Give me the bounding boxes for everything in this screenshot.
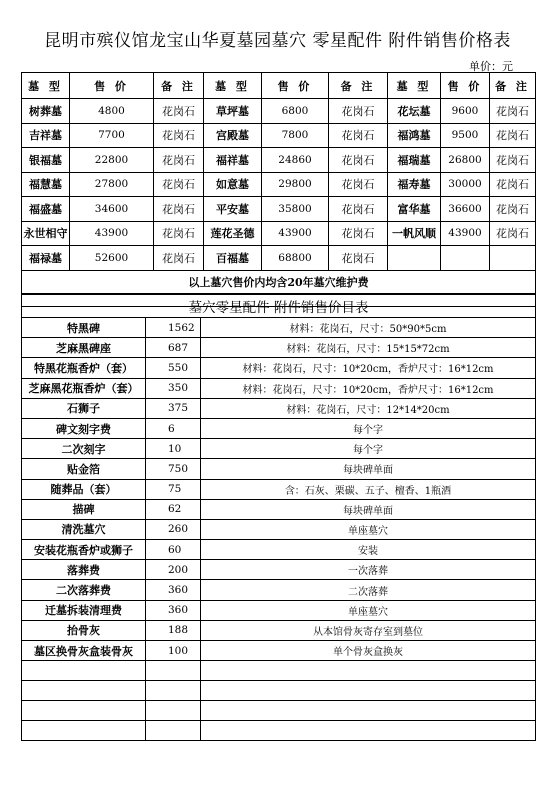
tomb-type-cell: 百福墓	[204, 246, 262, 271]
page-title: 昆明市殡仪馆龙宝山华夏墓园墓穴 零星配件 附件销售价格表	[44, 31, 511, 51]
accessory-name-cell: 特黑碑	[22, 318, 146, 338]
tomb-type-cell: 富华墓	[388, 197, 441, 222]
accessory-name-cell: 二次刻字	[22, 439, 146, 459]
tomb-note-cell: 花岗石	[329, 148, 388, 173]
tomb-type-cell: 吉祥墓	[22, 123, 70, 148]
tomb-price-cell: 9600	[441, 99, 490, 124]
accessory-name-cell: 二次落葬费	[22, 580, 146, 600]
tomb-price-cell: 68800	[262, 246, 329, 271]
accessory-name-cell: 落葬费	[22, 560, 146, 580]
tomb-note-cell: 花岗石	[154, 99, 204, 124]
accessory-desc-cell: 材料：花岗石，尺寸：10*20cm，香炉尺寸：16*12cm	[201, 378, 536, 398]
accessory-desc-cell: 含：石灰、栗碳、五子、檀香、1瓶酒	[201, 479, 536, 499]
accessory-price-cell: 750	[146, 459, 201, 479]
tomb-type-cell: 永世相守	[22, 221, 70, 246]
tomb-note-cell: 花岗石	[154, 148, 204, 173]
accessory-price-cell: 687	[146, 338, 201, 358]
table-row	[22, 560, 536, 580]
header-cell: 备 注	[154, 73, 204, 99]
tomb-note-cell: 花岗石	[490, 123, 536, 148]
table-row	[22, 197, 536, 222]
accessory-desc-cell: 每块碑单面	[201, 499, 536, 519]
table-row	[22, 459, 536, 479]
accessory-price-cell: 6	[146, 418, 201, 438]
tomb-price-cell: 35800	[262, 197, 329, 222]
tomb-type-cell	[388, 246, 441, 271]
tomb-price-cell	[441, 246, 490, 271]
accessory-price-cell: 350	[146, 378, 201, 398]
tomb-note-cell	[490, 246, 536, 271]
table-row	[22, 540, 536, 560]
table-row	[22, 519, 536, 539]
accessory-name-cell: 特黑花瓶香炉（套）	[22, 358, 146, 378]
tomb-type-cell: 福盛墓	[22, 197, 70, 222]
tomb-price-cell: 34600	[70, 197, 154, 222]
accessory-name-cell: 描碑	[22, 499, 146, 519]
tomb-price-cell: 9500	[441, 123, 490, 148]
table-row	[22, 358, 536, 378]
tomb-price-table	[21, 72, 536, 307]
tomb-type-cell: 平安墓	[204, 197, 262, 222]
header-cell: 备 注	[490, 73, 536, 99]
empty-row	[22, 681, 536, 701]
accessory-name-cell: 石狮子	[22, 398, 146, 418]
tomb-price-cell: 29800	[262, 172, 329, 197]
tomb-type-cell: 莲花圣德	[204, 221, 262, 246]
accessory-name-cell: 安装花瓶香炉或狮子	[22, 540, 146, 560]
tomb-note-cell: 花岗石	[490, 197, 536, 222]
accessory-name-cell: 芝麻黑碑座	[22, 338, 146, 358]
accessory-price-cell: 75	[146, 479, 201, 499]
table-row	[22, 600, 536, 620]
tomb-note-cell: 花岗石	[329, 172, 388, 197]
accessory-desc-cell: 二次落葬	[201, 580, 536, 600]
header-cell: 备 注	[329, 73, 388, 99]
tomb-price-cell: 22800	[70, 148, 154, 173]
header-cell: 墓 型	[388, 73, 441, 99]
empty-row	[22, 661, 536, 681]
header-cell: 墓 型	[22, 73, 70, 99]
tomb-price-cell: 24860	[262, 148, 329, 173]
accessory-price-cell: 360	[146, 600, 201, 620]
header-cell: 售 价	[441, 73, 490, 99]
table-row	[22, 246, 536, 271]
tomb-type-cell: 福瑞墓	[388, 148, 441, 173]
accessory-name-cell: 清洗墓穴	[22, 519, 146, 539]
accessory-price-cell: 188	[146, 620, 201, 640]
tomb-type-cell: 福禄墓	[22, 246, 70, 271]
accessory-price-cell: 375	[146, 398, 201, 418]
tomb-note-cell: 花岗石	[490, 172, 536, 197]
accessory-price-table	[21, 294, 536, 741]
tomb-type-cell: 花坛墓	[388, 99, 441, 124]
table-row	[22, 99, 536, 124]
empty-row	[22, 721, 536, 741]
table-row	[22, 439, 536, 459]
table-row	[22, 172, 536, 197]
accessory-desc-cell: 安装	[201, 540, 536, 560]
accessory-price-cell: 60	[146, 540, 201, 560]
tomb-price-cell: 27800	[70, 172, 154, 197]
accessory-desc-cell: 单座墓穴	[201, 519, 536, 539]
tomb-type-cell: 宫殿墓	[204, 123, 262, 148]
accessory-price-cell: 200	[146, 560, 201, 580]
accessory-desc-cell: 材料：花岗石，尺寸：10*20cm，香炉尺寸：16*12cm	[201, 358, 536, 378]
accessory-desc-cell: 从本馆骨灰寄存室到墓位	[201, 620, 536, 640]
table-row	[22, 123, 536, 148]
accessory-table-subtitle: 墓穴零星配件 附件销售价目表	[22, 295, 536, 318]
accessory-price-cell: 62	[146, 499, 201, 519]
tomb-note-cell: 花岗石	[154, 246, 204, 271]
tomb-note-cell: 花岗石	[490, 148, 536, 173]
tomb-note-cell: 花岗石	[329, 221, 388, 246]
table-row	[22, 620, 536, 640]
tomb-price-cell: 43900	[70, 221, 154, 246]
table-row	[22, 398, 536, 418]
tomb-type-cell: 草坪墓	[204, 99, 262, 124]
accessory-name-cell: 墓区换骨灰盒装骨灰	[22, 641, 146, 661]
table-row	[22, 338, 536, 358]
tomb-note-cell: 花岗石	[490, 99, 536, 124]
accessory-desc-cell: 材料：花岗石，尺寸：15*15*72cm	[201, 338, 536, 358]
accessory-price-cell: 1562	[146, 318, 201, 338]
accessory-name-cell: 随葬品（套）	[22, 479, 146, 499]
tomb-price-cell: 7700	[70, 123, 154, 148]
tomb-note-cell: 花岗石	[154, 221, 204, 246]
accessory-price-cell: 550	[146, 358, 201, 378]
tomb-type-cell: 树葬墓	[22, 99, 70, 124]
table-row	[22, 641, 536, 661]
accessory-name-cell: 抬骨灰	[22, 620, 146, 640]
table-row	[22, 580, 536, 600]
tomb-type-cell: 如意墓	[204, 172, 262, 197]
table-row	[22, 499, 536, 519]
accessory-price-cell: 10	[146, 439, 201, 459]
tomb-note-cell: 花岗石	[154, 172, 204, 197]
tomb-note-cell: 花岗石	[329, 197, 388, 222]
accessory-desc-cell: 一次落葬	[201, 560, 536, 580]
accessory-desc-cell: 每个字	[201, 439, 536, 459]
table-row	[22, 148, 536, 173]
tomb-price-cell: 7800	[262, 123, 329, 148]
tomb-type-cell: 一帆风顺	[388, 221, 441, 246]
table-row	[22, 378, 536, 398]
tomb-type-cell: 福慧墓	[22, 172, 70, 197]
table-row	[22, 418, 536, 438]
accessory-price-cell: 100	[146, 641, 201, 661]
tomb-note-cell: 花岗石	[329, 246, 388, 271]
table-row	[22, 221, 536, 246]
tomb-price-cell: 4800	[70, 99, 154, 124]
tomb-type-cell: 福祥墓	[204, 148, 262, 173]
accessory-name-cell: 碑文刻字费	[22, 418, 146, 438]
accessory-price-cell: 360	[146, 580, 201, 600]
tomb-price-cell: 43900	[441, 221, 490, 246]
tomb-price-cell: 43900	[262, 221, 329, 246]
accessory-price-cell: 260	[146, 519, 201, 539]
tomb-note-cell: 花岗石	[329, 123, 388, 148]
tomb-type-cell: 福寿墓	[388, 172, 441, 197]
header-cell: 墓 型	[204, 73, 262, 99]
tomb-note-cell: 花岗石	[154, 123, 204, 148]
accessory-desc-cell: 单座墓穴	[201, 600, 536, 620]
tomb-note-cell: 花岗石	[490, 221, 536, 246]
accessory-desc-cell: 材料：花岗石，尺寸：12*14*20cm	[201, 398, 536, 418]
tomb-price-cell: 52600	[70, 246, 154, 271]
tomb-price-cell: 30000	[441, 172, 490, 197]
accessory-desc-cell: 每块碑单面	[201, 459, 536, 479]
header-cell: 售 价	[262, 73, 329, 99]
accessory-desc-cell: 单个骨灰盒换灰	[201, 641, 536, 661]
tomb-table-header	[22, 73, 536, 99]
table-row	[22, 479, 536, 499]
accessory-desc-cell: 每个字	[201, 418, 536, 438]
tomb-price-cell: 26800	[441, 148, 490, 173]
empty-row	[22, 701, 536, 721]
accessory-name-cell: 芝麻黑花瓶香炉（套）	[22, 378, 146, 398]
tomb-price-note: 以上墓穴售价内均含20年墓穴维护费	[22, 270, 536, 293]
tomb-type-cell: 福鸿墓	[388, 123, 441, 148]
tomb-price-cell: 36600	[441, 197, 490, 222]
accessory-desc-cell: 材料：花岗石，尺寸：50*90*5cm	[201, 318, 536, 338]
accessory-name-cell: 迁墓拆装清理费	[22, 600, 146, 620]
tomb-note-cell: 花岗石	[329, 99, 388, 124]
header-cell: 售 价	[70, 73, 154, 99]
tomb-note-cell: 花岗石	[154, 197, 204, 222]
unit-label: 单价：元	[469, 60, 513, 73]
table-row	[22, 318, 536, 338]
tomb-type-cell: 银福墓	[22, 148, 70, 173]
tomb-price-cell: 6800	[262, 99, 329, 124]
accessory-name-cell: 贴金箔	[22, 459, 146, 479]
